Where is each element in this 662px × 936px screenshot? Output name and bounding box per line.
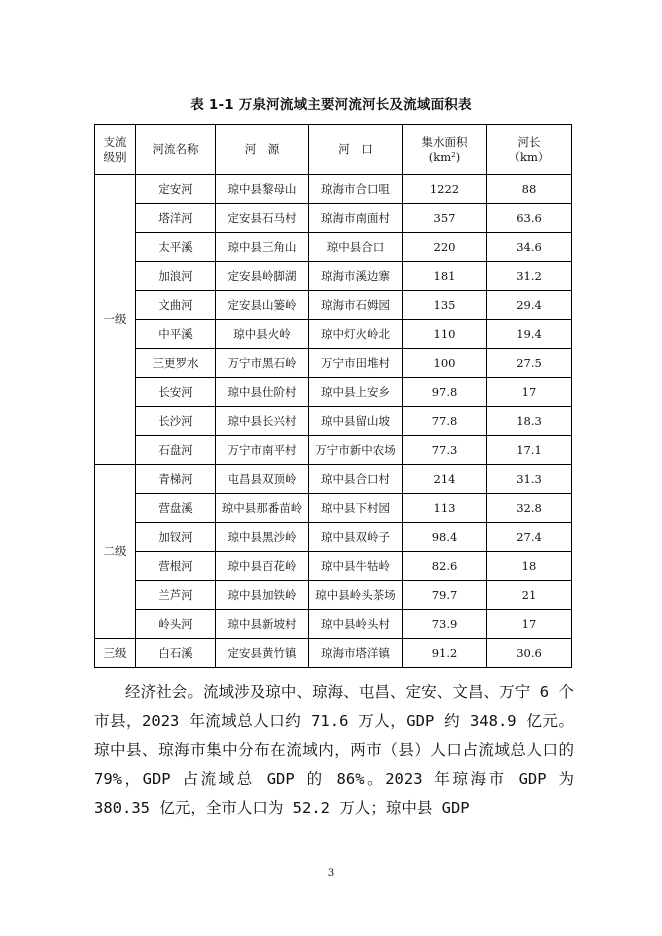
header-level-line1: 支流 [103, 135, 127, 150]
table-header [95, 125, 572, 175]
river-source-cell: 琼中县那番苗岭 [216, 494, 309, 523]
river-mouth-cell: 琼中灯火岭北 [309, 320, 403, 349]
river-source-cell: 琼中县百花岭 [216, 552, 309, 581]
table-row [95, 581, 572, 610]
table-row [95, 639, 572, 668]
branch-level-cell: 二级 [95, 465, 136, 639]
header-level-line2: 级别 [103, 149, 127, 164]
river-table [94, 124, 572, 668]
catchment-area-cell: 135 [403, 291, 487, 320]
header-area [403, 125, 487, 175]
river-source-cell: 万宁市黑石岭 [216, 349, 309, 378]
river-mouth-cell: 琼中县合口村 [309, 465, 403, 494]
header-source: 河 源 [216, 125, 309, 175]
river-name-cell: 白石溪 [136, 639, 216, 668]
table-row [95, 378, 572, 407]
river-name-cell: 岭头河 [136, 610, 216, 639]
river-mouth-cell: 琼海市溪边寨 [309, 262, 403, 291]
catchment-area-cell: 73.9 [403, 610, 487, 639]
page-number: 3 [327, 868, 335, 879]
river-source-cell: 屯昌县双顶岭 [216, 465, 309, 494]
river-length-cell: 29.4 [487, 291, 572, 320]
river-length-cell: 30.6 [487, 639, 572, 668]
catchment-area-cell: 82.6 [403, 552, 487, 581]
table-row [95, 175, 572, 204]
table-body [95, 175, 572, 668]
catchment-area-cell: 100 [403, 349, 487, 378]
table-row [95, 552, 572, 581]
river-length-cell: 88 [487, 175, 572, 204]
river-mouth-cell: 琼海市南面村 [309, 204, 403, 233]
river-mouth-cell: 琼海市石姆园 [309, 291, 403, 320]
river-name-cell: 加钗河 [136, 523, 216, 552]
river-source-cell: 琼中县火岭 [216, 320, 309, 349]
river-length-cell: 63.6 [487, 204, 572, 233]
branch-level-cell: 三级 [95, 639, 136, 668]
river-name-cell: 太平溪 [136, 233, 216, 262]
river-length-cell: 18 [487, 552, 572, 581]
river-source-cell: 定安县石马村 [216, 204, 309, 233]
catchment-area-cell: 357 [403, 204, 487, 233]
river-source-cell: 定安县岭脚湖 [216, 262, 309, 291]
river-length-cell: 27.5 [487, 349, 572, 378]
catchment-area-cell: 181 [403, 262, 487, 291]
river-length-cell: 17.1 [487, 436, 572, 465]
river-source-cell: 琼中县新坡村 [216, 610, 309, 639]
river-source-cell: 琼中县三角山 [216, 233, 309, 262]
river-name-cell: 营盘溪 [136, 494, 216, 523]
river-name-cell: 石盘河 [136, 436, 216, 465]
river-length-cell: 27.4 [487, 523, 572, 552]
body-paragraph: 经济社会。流域涉及琼中、琼海、屯昌、定安、文昌、万宁 6 个市县，2023 年流域总人口约 71.6 万人，GDP 约 348.9 亿元。琼中县、琼海市集中分布在流域内，两市（县）人口占流域总人口的 79%，GDP 占流域总 GDP 的 86%。2023 年琼海市 GDP 为 380.35 亿元，全市人口为 52.2 万人；琼中县 GDP [94, 683, 574, 817]
header-level [95, 125, 136, 175]
river-mouth-cell: 琼海市合口咀 [309, 175, 403, 204]
river-name-cell: 营根河 [136, 552, 216, 581]
river-length-cell: 34.6 [487, 233, 572, 262]
river-length-cell: 17 [487, 610, 572, 639]
catchment-area-cell: 77.3 [403, 436, 487, 465]
table-row [95, 320, 572, 349]
header-length-line2: （km） [508, 149, 550, 164]
header-area-line1: 集水面积 [421, 135, 468, 150]
river-mouth-cell: 万宁市田堆村 [309, 349, 403, 378]
river-name-cell: 中平溪 [136, 320, 216, 349]
table-row [95, 436, 572, 465]
catchment-area-cell: 214 [403, 465, 487, 494]
river-name-cell: 塔洋河 [136, 204, 216, 233]
catchment-area-cell: 113 [403, 494, 487, 523]
table-row [95, 465, 572, 494]
river-mouth-cell: 琼中县牛牯岭 [309, 552, 403, 581]
table-row [95, 610, 572, 639]
header-name: 河流名称 [136, 125, 216, 175]
river-mouth-cell: 琼中县岭头茶场 [309, 581, 403, 610]
catchment-area-cell: 97.8 [403, 378, 487, 407]
catchment-area-cell: 110 [403, 320, 487, 349]
river-length-cell: 18.3 [487, 407, 572, 436]
river-name-cell: 文曲河 [136, 291, 216, 320]
table-row [95, 494, 572, 523]
river-source-cell: 琼中县黑沙岭 [216, 523, 309, 552]
table-title: 表 1-1 万泉河流域主要河流河长及流域面积表 [190, 97, 472, 113]
table-row [95, 204, 572, 233]
river-source-cell: 定安县山篓岭 [216, 291, 309, 320]
river-length-cell: 31.2 [487, 262, 572, 291]
river-name-cell: 加浪河 [136, 262, 216, 291]
header-length [487, 125, 572, 175]
catchment-area-cell: 220 [403, 233, 487, 262]
table-row [95, 233, 572, 262]
river-source-cell: 琼中县长兴村 [216, 407, 309, 436]
river-name-cell: 长沙河 [136, 407, 216, 436]
river-source-cell: 琼中县黎母山 [216, 175, 309, 204]
river-mouth-cell: 琼中县合口 [309, 233, 403, 262]
river-mouth-cell: 琼中县下村园 [309, 494, 403, 523]
river-length-cell: 31.3 [487, 465, 572, 494]
catchment-area-cell: 77.8 [403, 407, 487, 436]
catchment-area-cell: 1222 [403, 175, 487, 204]
river-name-cell: 长安河 [136, 378, 216, 407]
river-length-cell: 32.8 [487, 494, 572, 523]
river-name-cell: 青梯河 [136, 465, 216, 494]
river-length-cell: 17 [487, 378, 572, 407]
river-name-cell: 定安河 [136, 175, 216, 204]
body-paragraph-block [94, 678, 574, 823]
header-area-line2: (km²) [428, 149, 461, 164]
river-mouth-cell: 琼中县双岭子 [309, 523, 403, 552]
river-mouth-cell: 琼中县留山坡 [309, 407, 403, 436]
river-source-cell: 琼中县加铁岭 [216, 581, 309, 610]
header-mouth: 河 口 [309, 125, 403, 175]
catchment-area-cell: 91.2 [403, 639, 487, 668]
river-source-cell: 琼中县仕阶村 [216, 378, 309, 407]
river-mouth-cell: 琼海市塔洋镇 [309, 639, 403, 668]
header-length-line1: 河长 [517, 135, 541, 150]
river-length-cell: 19.4 [487, 320, 572, 349]
river-mouth-cell: 琼中县上安乡 [309, 378, 403, 407]
catchment-area-cell: 79.7 [403, 581, 487, 610]
river-name-cell: 兰芦河 [136, 581, 216, 610]
table-row [95, 262, 572, 291]
table-row [95, 407, 572, 436]
river-mouth-cell: 琼中县岭头村 [309, 610, 403, 639]
river-mouth-cell: 万宁市新中农场 [309, 436, 403, 465]
table-row [95, 523, 572, 552]
river-source-cell: 定安县黄竹镇 [216, 639, 309, 668]
river-length-cell: 21 [487, 581, 572, 610]
branch-level-cell: 一级 [95, 175, 136, 465]
river-source-cell: 万宁市南平村 [216, 436, 309, 465]
catchment-area-cell: 98.4 [403, 523, 487, 552]
river-name-cell: 三更罗水 [136, 349, 216, 378]
table-row [95, 291, 572, 320]
table-row [95, 349, 572, 378]
